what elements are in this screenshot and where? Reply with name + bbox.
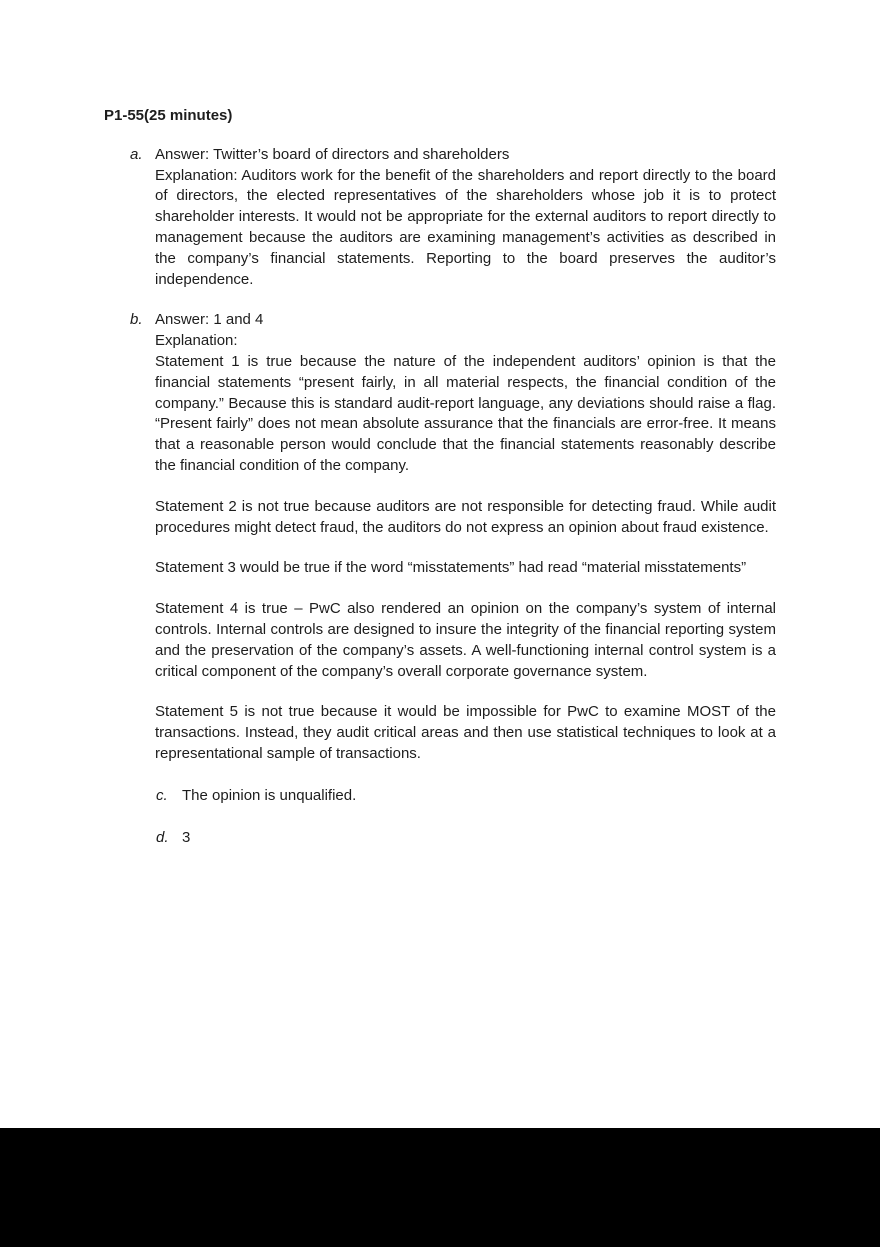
answer-line-b: Answer: 1 and 4 xyxy=(155,311,264,329)
statement-5-paragraph: Statement 5 is not true because it would be impossible for PwC to examine MOST of the transactions. Instead, they audit critical areas and then use statistical techniques to look at a representational sample of transactions. xyxy=(155,703,776,762)
answer-item-c xyxy=(156,786,776,807)
explanation-label-b: Explanation: xyxy=(155,332,238,350)
item-body-d xyxy=(182,828,776,849)
item-marker-c: c. xyxy=(156,786,168,804)
statement-1-paragraph: Statement 1 is true because the nature of the independent auditors’ opinion is that the financial statements “present fairly, in all material respects, the financial condition of the company.” Because this is standard audit-report language, any deviations should raise a flag. “Present fairly” does not mean absolute assurance that the financials are error-free. It means that a reasonable person would conclude that the financial statements reasonably describe the financial condition of the company. xyxy=(155,352,776,474)
answer-line-d: 3 xyxy=(182,828,191,846)
answer-line-a: Answer: Twitter’s board of directors and shareholders xyxy=(155,145,510,163)
bottom-black-band xyxy=(0,1128,880,1247)
answer-item-d xyxy=(156,828,776,849)
item-body-b xyxy=(155,310,776,764)
item-body-c xyxy=(182,786,776,807)
answer-item-a xyxy=(130,145,776,291)
explanation-paragraph-a: Explanation: Auditors work for the benefit of the shareholders and report directly to the board of directors, the elected representatives of the shareholders whose job it is to protect shareholder interests. It would not be appropriate for the external auditors to report directly to management because the auditors are examining management’s activities as described in the company’s financial statements. Reporting to the board preserves the auditor’s independence. xyxy=(155,166,776,288)
answer-item-b xyxy=(130,310,776,764)
statement-4-paragraph: Statement 4 is true – PwC also rendered an opinion on the company’s system of internal controls. Internal controls are designed to insure the integrity of the financial reporting system and the preservation of the company’s assets. A well-functioning internal control system is a critical component of the company’s overall corporate governance system. xyxy=(155,600,776,680)
item-marker-d: d. xyxy=(156,828,169,846)
item-marker-b: b. xyxy=(130,311,143,329)
item-marker-a: a. xyxy=(130,145,143,163)
statement-3-paragraph: Statement 3 would be true if the word “misstatements” had read “material misstatements” xyxy=(155,559,747,577)
item-body-a xyxy=(155,145,776,291)
answer-line-c: The opinion is unqualified. xyxy=(182,786,357,804)
statement-2-paragraph: Statement 2 is not true because auditors are not responsible for detecting fraud. While audit procedures might detect fraud, the auditors do not express an opinion about fraud existence. xyxy=(155,497,776,536)
problem-heading: P1-55(25 minutes) xyxy=(104,107,233,124)
